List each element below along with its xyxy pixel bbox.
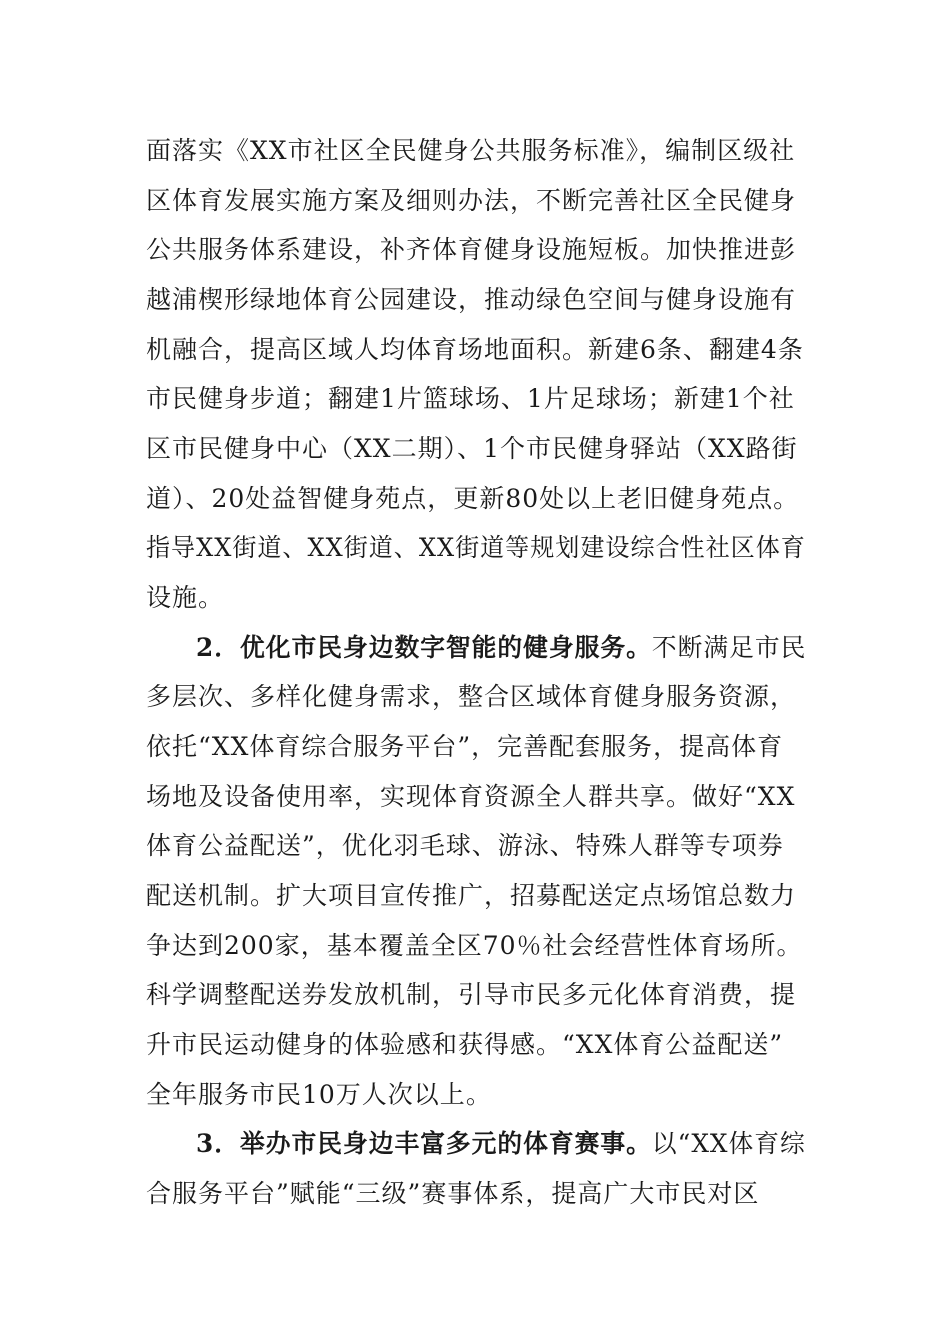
paragraph-2-line-8: 科学调整配送券发放机制，引导市民多元化体育消费，提: [146, 980, 797, 1009]
paragraph-3-first-line: [196, 1128, 806, 1160]
paragraph-2-line-9: 升市民运动健身的体验感和获得感。“XX体育公益配送”: [146, 1030, 784, 1059]
paragraph-2-first-line-rest: 不断满足市民: [651, 633, 807, 662]
paragraph-1-line-4: 越浦楔形绿地体育公园建设，推动绿色空间与健身设施有: [146, 285, 797, 314]
paragraph-2-line-2: 多层次、多样化健身需求，整合区域体育健身服务资源，: [146, 682, 797, 711]
paragraph-1-line-3: 公共服务体系建设，补齐体育健身设施短板。加快推进彭: [146, 235, 797, 264]
paragraph-3-first-line-rest: 以“XX体育综: [651, 1129, 806, 1158]
paragraph-1-line-5: 机融合，提高区域人均体育场地面积。新建6条、翻建4条: [146, 335, 804, 364]
paragraph-2-line-3: 依托“XX体育综合服务平台”，完善配套服务，提高体育: [146, 732, 784, 761]
paragraph-1-line-7: 区市民健身中心（XX二期）、1个市民健身驿站（XX路街: [146, 434, 798, 463]
paragraph-2-line-6: 配送机制。扩大项目宣传推广，招募配送定点场馆总数力: [146, 881, 797, 910]
paragraph-1-line-1: 面落实《XX市社区全民健身公共服务标准》，编制区级社: [146, 136, 796, 165]
paragraph-1-line-8: 道）、20处益智健身苑点，更新80处以上老旧健身苑点。: [146, 484, 800, 513]
document-body: [146, 0, 806, 1344]
paragraph-1-line-6: 市民健身步道；翻建1片篮球场、1片足球场；新建1个社: [146, 384, 795, 413]
paragraph-1-line-10: 设施。: [146, 583, 225, 612]
paragraph-3-heading: 3．举办市民身边丰富多元的体育赛事。: [196, 1129, 652, 1158]
paragraph-2-line-4: 场地及设备使用率，实现体育资源全人群共享。做好“XX: [146, 782, 796, 811]
paragraph-3-line-2: 合服务平台”赋能“三级”赛事体系，提高广大市民对区: [146, 1179, 760, 1208]
paragraph-2-line-10: 全年服务市民10万人次以上。: [146, 1080, 492, 1109]
paragraph-2-heading: 2．优化市民身边数字智能的健身服务。: [196, 633, 652, 662]
paragraph-1-line-2: 区体育发展实施方案及细则办法，不断完善社区全民健身: [146, 186, 797, 215]
paragraph-2-line-7: 争达到200家，基本覆盖全区70％社会经营性体育场所。: [146, 931, 803, 960]
paragraph-2-first-line: [196, 632, 806, 664]
paragraph-1-line-9: 指导XX街道、XX街道、XX街道等规划建设综合性社区体育: [146, 533, 806, 562]
paragraph-2-line-5: 体育公益配送”，优化羽毛球、游泳、特殊人群等专项券: [146, 831, 784, 860]
